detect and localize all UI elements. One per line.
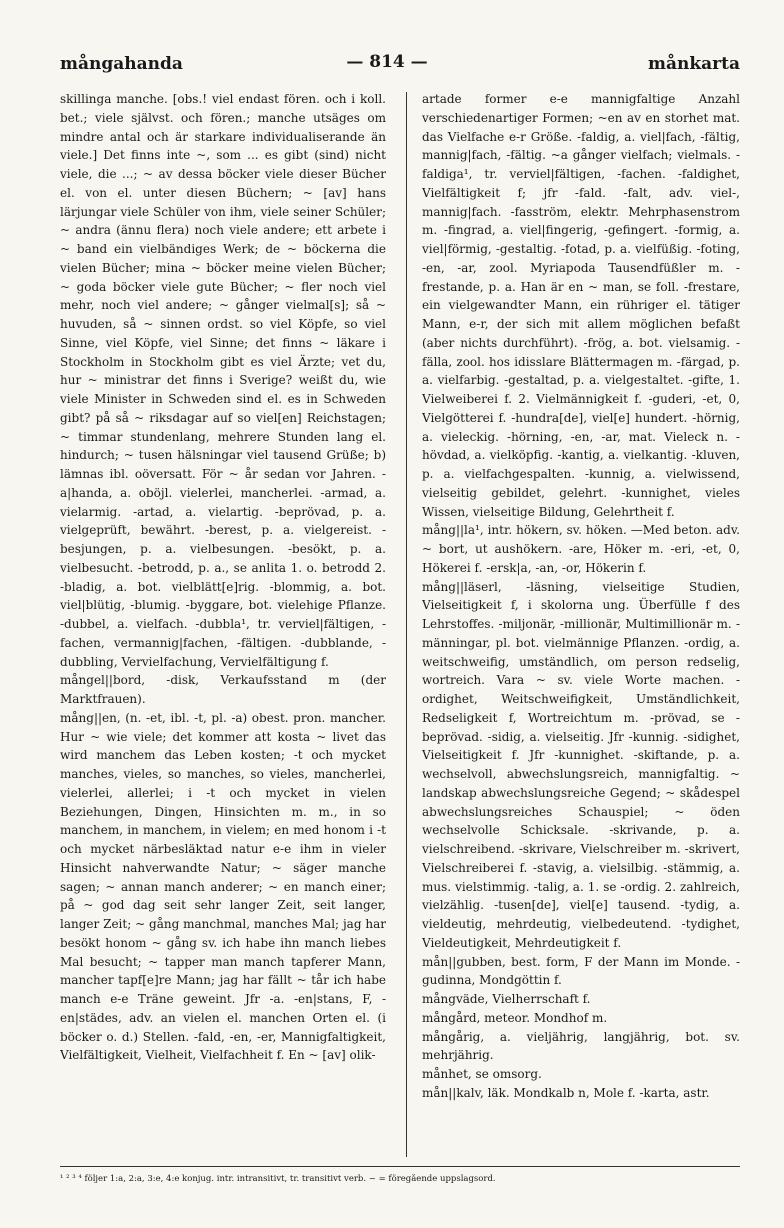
entry-paragraph: mån||gubben, best. form, F der Mann im Monde. -gudinna, Mondgöttin f. (422, 954, 740, 988)
page-number: — 814 — (346, 52, 428, 72)
page-header (60, 48, 740, 82)
right-column (422, 90, 740, 1165)
entry-paragraph: mångårig, a. vieljährig, langjährig, bot. sv. mehrjährig. (422, 1029, 740, 1063)
column-divider (406, 92, 407, 1157)
entry-paragraph: månhet, se omsorg. (422, 1067, 542, 1081)
footnote-rule (60, 1166, 740, 1167)
entry-paragraph: mångel||bord, -disk, Verkaufsstand m (der Marktfrauen). (60, 673, 386, 706)
entry-paragraph: mångväde, Vielherrschaft f. (422, 992, 591, 1006)
entry-paragraph: skillinga manche. [obs.! viel endast fören. och i koll. bet.; viele självst. och fören.; manche utsäges om mindre antal och är starkare individualiserande än viele.] Det finns inte ~, som ... es gibt (sind) nicht viele, die ...; ~ av dessa böcker viele dieser Bücher el. von el. unter diesen Büchern; ~ [av] hans lärjungar viele Schüler von ihm, viele seiner Schüler; ~ andra (ännu flera) noch viele andere; ett arbete i ~ band ein vielbändiges Werk; de ~ böckerna die vielen Bücher; mina ~ böcker meine vielen Bücher; ~ goda böcker viele gute Bücher; ~ fler noch viel mehr, noch viel andere; ~ gånger vielmal[s]; så ~ huvuden, så ~ sinnen ordst. so viel Köpfe, so viel Sinne, viel Köpfe, viel Sinne; det finns ~ läkare i Stockholm in Stockholm gibt es viel Ärzte; vet du, hur ~ ministrar det finns i Sverige? weißt du, wie viele Minister in Schweden sind el. es in Schweden gibt? på så ~ riksdagar auf so viel[en] Reichstagen; ~ timmar stundenlang, mehrere Stunden lang el. hindurch; ~ tusen hälsningar viel tausend Grüße; b) lämnas ibl. oöversatt. För ~ år sedan vor Jahren. -a|handa, a. oböjl. vielerlei, mancherlei. -armad, a. vielarmig. -artad, a. vielartig. -beprövad, p. a. vielgeprüft, bewährt. -berest, p. a. vielgereist. -besjungen, p. a. vielbesungen. -besökt, p. a. vielbesucht. -betrodd, p. a., se anlita 1. o. betrodd 2. -bladig, a. bot. vielblätt[e]rig. -blommig, a. bot. viel|blütig, -blumig. -byggare, bot. vielehige Pflanze. -dubbel, a. vielfach. -dubbla¹, tr. verviel|fältigen, -fachen, vermannig|fachen, -fältigen. -dubblande, -dubbling, Vervielfachung, Vervielfältigung f. (60, 92, 386, 669)
header-right-guideword: månkarta (648, 54, 740, 74)
entry-paragraph: mång||läserl, -läsning, vielseitige Studien, Vielseitigkeit f, i skolorna ung. Überfülle f des Lehrstoffes. -miljonär, -millionär, Multimillionär m. -männingar, pl. bot. vielmännige Pflanzen. -ordig, a. weitschweifig, umständlich, om person redselig, wortreich. Vara ~ sv. viele Worte machen. -ordighet, Weitschweifigkeit, Umständlichkeit, Redseligkeit f, Wortreichtum m. -prövad, se -beprövad. -sidig, a. vielseitig. Jfr -kunnig. -sidighet, Vielseitigkeit f. Jfr -kunnighet. -skiftande, p. a. wechselvoll, abwechslungsreich, mannigfaltig. ~ landskap abwechslungsreiche Gegend; ~ skådespel abwechslungsreiches Schauspiel; ~ öden wechselvolle Schicksale. -skrivande, p. a. vielschreibend. -skrivare, Vielschreiber m. -skrivert, Vielschreiberei f. -stavig, a. vielsilbig. -stämmig, a. mus. vielstimmig. -talig, a. 1. se -ordig. 2. zahlreich, vielzählig. -tusen[de], viel[e] tausend. -tydig, a. vieldeutig, mehrdeutig, vielbedeutend. -tydighet, Vieldeutigkeit, Mehrdeutigkeit f. (422, 579, 740, 950)
dictionary-page (60, 48, 740, 1188)
entry-paragraph: artade former e-e mannigfaltige Anzahl verschiedenartiger Formen; ~en av en storhet mat. das Vielfache e-r Größe. -faldig, a. viel|fach, -fältig, mannig|fach, -fältig. ~a gånger vielfach; vielmals. -faldiga¹, tr. verviel|fältigen, -fachen. -faldighet, Vielfältigkeit f; jfr -fald. -falt, adv. viel-, mannig|fach. -fasström, elektr. Mehrphasenstrom m. -fingrad, a. viel|fingerig, -gefingert. -formig, a. viel|förmig, -gestaltig. -fotad, p. a. vielfüßig. -foting, -en, -ar, zool. Myriapoda Tausendfüßler m. -frestande, p. a. Han är en ~ man, se foll. -frestare, ein vielgewandter Mann, ein rühriger el. tätiger Mann, e-r, der sich mit allem möglichen befaßt (aber nichts durchführt). -frög, a. bot. vielsamig. -fälla, zool. hos idisslare Blättermagen m. -färgad, p. a. vielfarbig. -gestaltad, p. a. vielgestaltet. -gifte, 1. Vielweiberei f. 2. Vielmännigkeit f. -guderi, -et, 0, Vielgötterei f. -hundra[de], viel[e] hundert. -hörnig, a. vieleckig. -hörning, -en, -ar, mat. Vieleck n. -hövdad, a. vielköpfig. -kantig, a. vielkantig. -kluven, p. a. vielfachgespalten. -kunnig, a. vielwissend, vielseitig gebildet, gelehrt. -kunnighet, vieles Wissen, vielseitige Bildung, Gelehrtheit f. (422, 92, 740, 519)
entry-paragraph: mån||kalv, läk. Mondkalb n, Mole f. -karta, astr. (422, 1085, 710, 1100)
left-column (60, 90, 386, 1165)
entry-paragraph: mång||en, (n. -et, ibl. -t, pl. -a) obest. pron. mancher. Hur ~ wie viele; det kommer att kosta ~ livet das wird manchem das Leben kosten; -t och mycket manches, vieles, so manches, so vieles, mancherlei, vielerlei, allerlei; i -t och mycket in vielen Beziehungen, Dingen, Hinsichten m. m., in so manchem, in manchem, in vielem; en med honom i -t och mycket närbesläktad natur e-e ihm in vieler Hinsicht nahverwandte Natur; ~ säger manche sagen; ~ annan manch anderer; ~ en manch einer; på ~ god dag seit sehr langer Zeit, seit langer, langer Zeit; ~ gång manchmal, manches Mal; jag har besökt honom ~ gång sv. ich habe ihn manch liebes Mal besucht; ~ tapper man manch tapferer Mann, mancher tapf[e]re Mann; jag har fällt ~ tår ich habe manch e-e Träne geweint. Jfr -a. -en|stans, F, -en|städes, adv. an vielen el. manchen Orten el. (i böcker o. d.) Stellen. -fald, -en, -er, Mannigfaltigkeit, Vielfältigkeit, Vielheit, Vielfachheit f. En ~ [av] olik- (60, 710, 386, 1063)
entry-paragraph: mång||la¹, intr. hökern, sv. höken. —Med beton. adv. ~ bort, ut aushökern. -are, Höker m. -eri, -et, 0, Hökerei f. -ersk|a, -an, -or, Hökerin f. (422, 523, 740, 575)
footnote: ¹ ² ³ ⁴ följer 1:a, 2:a, 3:e, 4:e konjug. intr. intransitivt, tr. transitivt verb. ~ = föregående uppslagsord. (60, 1174, 496, 1184)
header-left-guideword: mångahanda (60, 54, 183, 74)
entry-paragraph: mångård, meteor. Mondhof m. (422, 1010, 608, 1025)
